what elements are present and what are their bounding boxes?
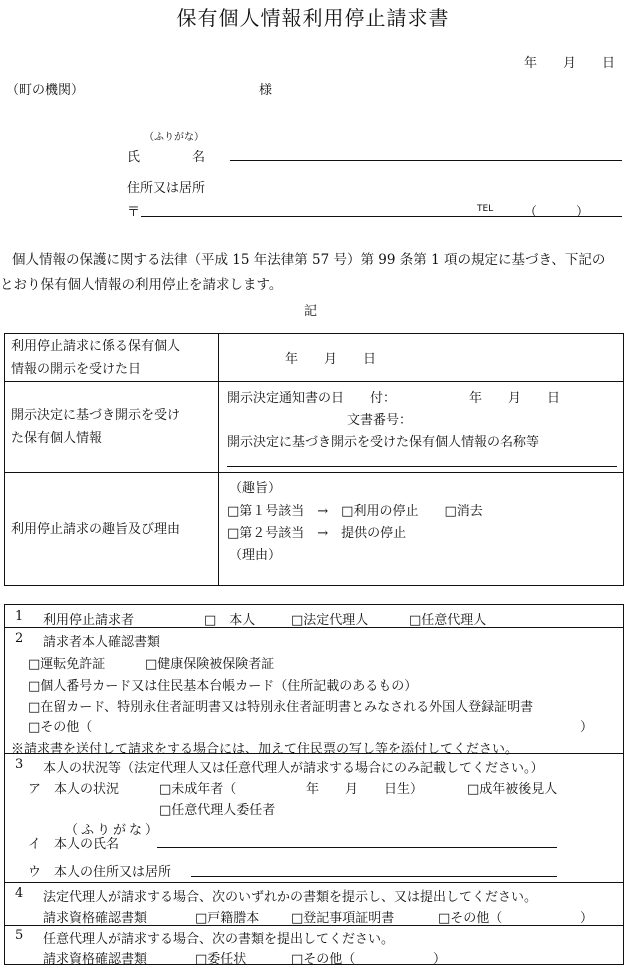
- principal-furigana: （ふりがな）: [65, 823, 162, 838]
- date-line: 年 月 日: [524, 56, 616, 71]
- divider: [5, 882, 623, 883]
- page-title: 保有個人情報利用停止請求書: [176, 6, 450, 30]
- id-other-close: ）: [580, 720, 594, 735]
- sec3-label: 本人の状況等（法定代理人又は任意代理人が請求する場合にのみ記載してください。）: [43, 761, 544, 776]
- info-name-label: 開示決定に基づき開示を受けた保有個人情報の名称等: [227, 435, 540, 450]
- registry-certificate-checkbox[interactable]: □登記事項証明書: [291, 911, 395, 926]
- sec1-number: 1: [15, 609, 24, 624]
- id-driver-license-checkbox[interactable]: □運転免許証: [28, 657, 106, 672]
- name-label: 氏 名: [127, 150, 206, 165]
- sec1-label: 利用停止請求者: [43, 613, 135, 628]
- disclosure-date-value-cell[interactable]: [219, 334, 624, 382]
- tel-paren: （ ）: [524, 205, 590, 220]
- principal-name-field[interactable]: [157, 847, 557, 848]
- voluntary-principal-checkbox[interactable]: □任意代理人委任者: [159, 803, 276, 818]
- requester-self-checkbox[interactable]: □ 本人: [204, 613, 256, 628]
- ki-mark: 記: [304, 304, 318, 319]
- disclosure-date-label-cell: [5, 334, 219, 382]
- disclosed-info-label-cell: [5, 382, 219, 473]
- disclosed-info-label-1: 開示決定に基づき開示を受け: [11, 408, 181, 423]
- sec5-other-checkbox[interactable]: □その他（: [291, 952, 356, 967]
- id-health-insurance-checkbox[interactable]: □健康保険被保険者証: [145, 657, 275, 672]
- riyu-label: （理由）: [229, 548, 282, 563]
- tel-label: TEL: [477, 204, 494, 214]
- sec5-label: 任意代理人が請求する場合、次の書類を提出してください。: [43, 932, 395, 947]
- divider: [5, 753, 623, 754]
- purpose-label: 利用停止請求の趣旨及び理由: [11, 521, 181, 537]
- id-residence-card-checkbox[interactable]: □在留カード、特別永住者証明書又は特別永住者証明書とみなされる外国人登録証明書: [28, 700, 534, 715]
- divider: [5, 925, 623, 926]
- purpose-value-cell[interactable]: [219, 473, 624, 586]
- shushi-label: （趣旨）: [229, 481, 282, 496]
- requester-section: [4, 604, 624, 965]
- intro-line-1: 個人情報の保護に関する法律（平成 15 年法律第 57 号）第 99 条第 1 項の規定に基づき、下記の: [12, 252, 606, 268]
- sec3-number: 3: [15, 757, 24, 772]
- power-of-attorney-checkbox[interactable]: □委任状: [195, 952, 247, 967]
- sec2-number: 2: [15, 631, 24, 646]
- principal-address-field[interactable]: [191, 876, 557, 877]
- sec4-other-checkbox[interactable]: □その他（: [438, 911, 503, 926]
- sec5-other-close: ）: [433, 952, 447, 967]
- id-note: ※請求書を送付して請求をする場合には、加えて住民票の写し等を添付してください。: [11, 742, 519, 757]
- postal-mark: 〒: [127, 205, 141, 220]
- purpose-option-1[interactable]: □第１号該当 → □利用の停止 □消去: [227, 504, 483, 519]
- sec4-docs-label: 請求資格確認書類: [43, 911, 148, 926]
- intro-line-2: とおり保有個人情報の利用停止を請求します。: [0, 277, 283, 293]
- addressee-sama: 様: [259, 83, 273, 98]
- principal-status-label: ア 本人の状況: [28, 782, 120, 797]
- doc-number-label: 文書番号：: [347, 413, 413, 428]
- adult-ward-checkbox[interactable]: □成年被後見人: [467, 782, 558, 797]
- address-label: 住所又は居所: [127, 181, 206, 196]
- disclosure-date-label-1: 利用停止請求に係る保有個人: [11, 338, 181, 354]
- requester-voluntary-checkbox[interactable]: □任意代理人: [409, 613, 487, 628]
- purpose-label-cell: [5, 473, 219, 586]
- sec5-docs-label: 請求資格確認書類: [43, 952, 148, 967]
- minor-birthdate: 年 月 日生）: [306, 782, 424, 797]
- request-details-table: [4, 333, 624, 586]
- principal-address-label: ウ 本人の住所又は居所: [28, 865, 172, 880]
- sec2-label: 請求者本人確認書類: [43, 635, 161, 650]
- info-name-field[interactable]: [227, 466, 617, 467]
- minor-checkbox[interactable]: □未成年者（: [159, 782, 237, 797]
- disclosed-info-value-cell[interactable]: [219, 382, 624, 473]
- divider: [5, 627, 623, 628]
- principal-name-label: イ 本人の氏名: [28, 837, 120, 852]
- disclosure-date-value: 年 月 日: [285, 352, 377, 367]
- notice-date-value: 年 月 日: [469, 391, 561, 406]
- addressee-org: （町の機関）: [6, 83, 85, 98]
- sec4-other-close: ）: [580, 911, 594, 926]
- furigana-label: （ふりがな）: [144, 132, 204, 143]
- notice-date-label: 開示決定通知書の日 付：: [227, 391, 397, 406]
- sec5-number: 5: [15, 928, 24, 943]
- requester-legal-checkbox[interactable]: □法定代理人: [291, 613, 369, 628]
- id-other-checkbox[interactable]: □その他（: [28, 720, 93, 735]
- purpose-option-2[interactable]: □第２号該当 → 提供の停止: [227, 526, 407, 541]
- disclosure-date-label-2: 情報の開示を受けた日: [11, 361, 142, 377]
- id-my-number-checkbox[interactable]: □個人番号カード又は住民基本台帳カード（住所記載のあるもの）: [28, 679, 418, 694]
- name-field[interactable]: [230, 160, 622, 161]
- family-register-checkbox[interactable]: □戸籍謄本: [195, 911, 260, 926]
- sec4-number: 4: [15, 886, 24, 901]
- disclosed-info-label-2: た保有個人情報: [11, 431, 103, 446]
- sec4-label: 法定代理人が請求する場合、次のいずれかの書類を提示し、又は提出してください。: [43, 890, 538, 905]
